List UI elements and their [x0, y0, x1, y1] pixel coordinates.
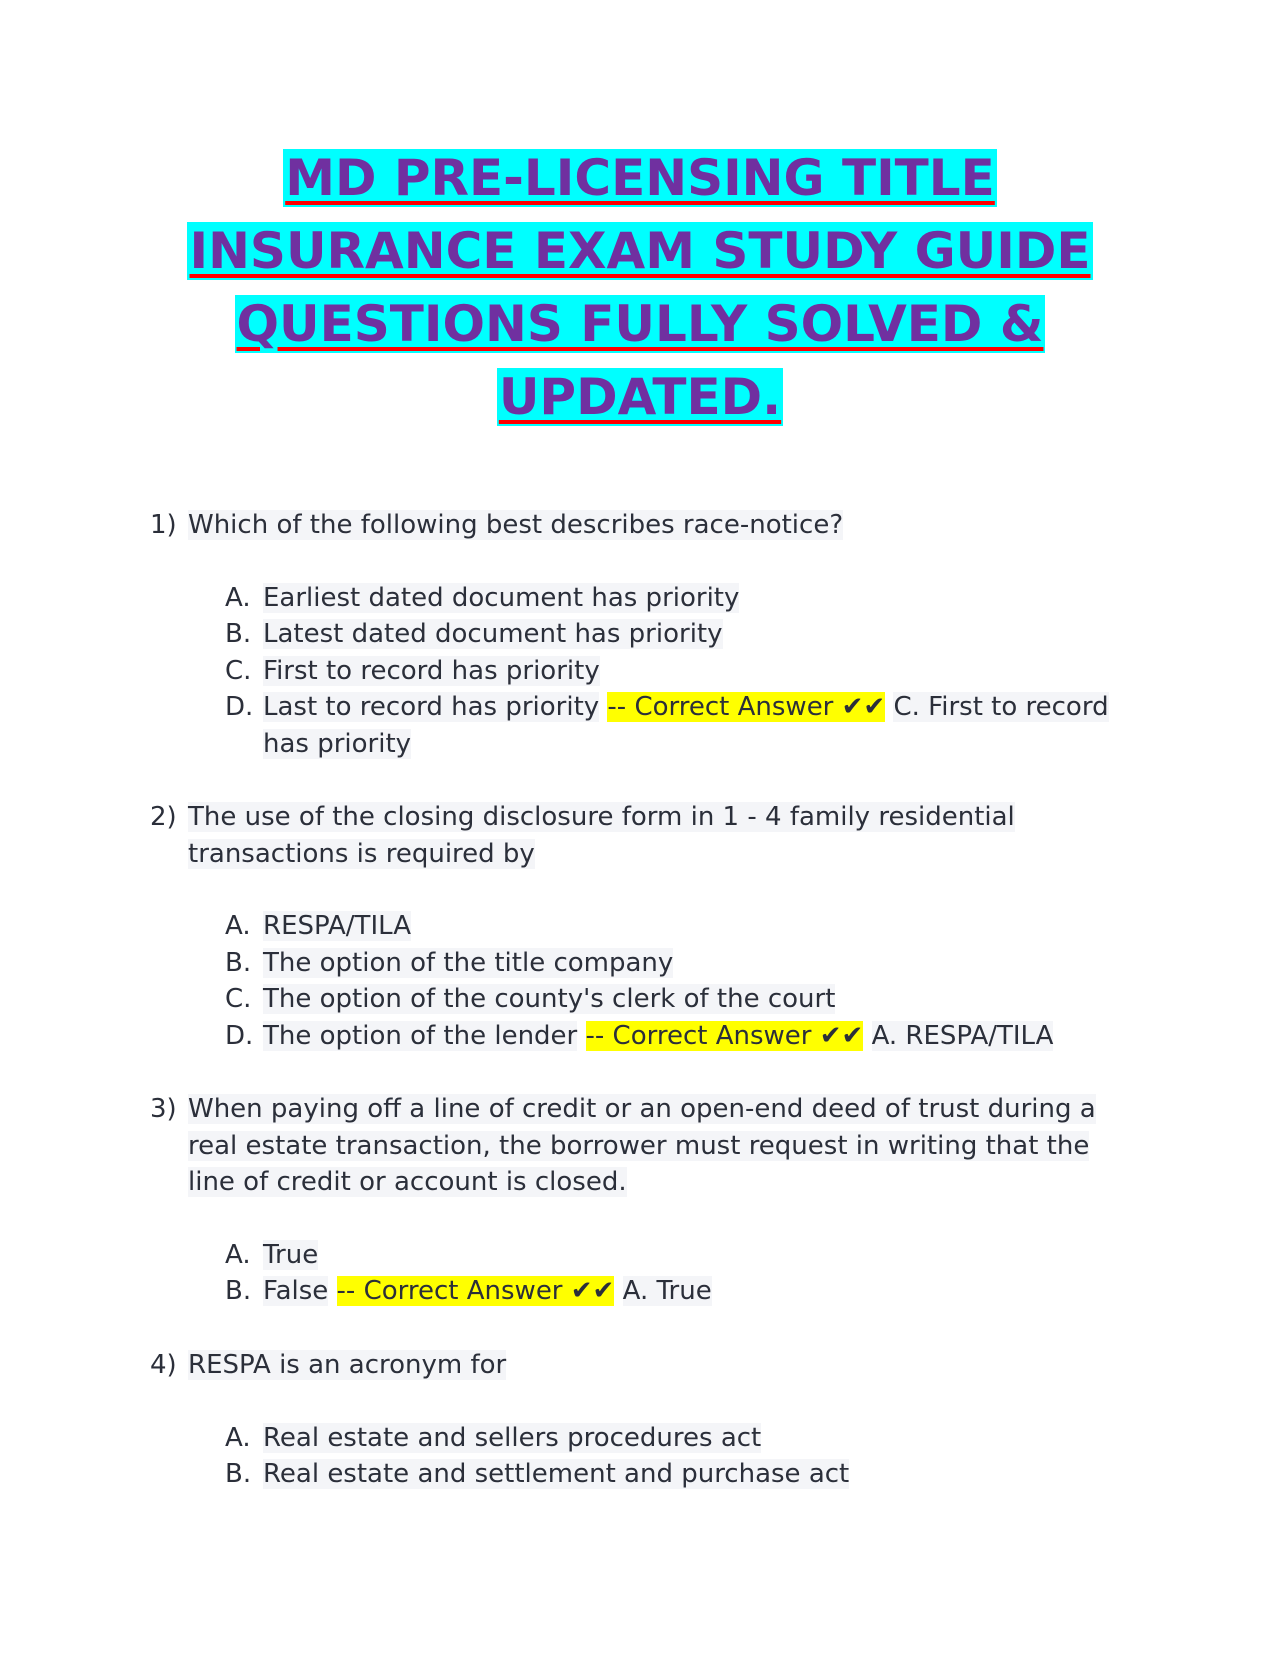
option-letter: A. — [225, 582, 251, 613]
option-b — [225, 1456, 1130, 1493]
option-letter: D. — [225, 692, 254, 722]
option-letter: A. — [225, 1422, 251, 1453]
options-list — [225, 908, 1130, 1054]
question-number: 2) — [150, 802, 177, 832]
question-text: The use of the closing disclosure form in 1 - 4 family residential transactions is required by — [188, 802, 1015, 869]
question-text: When paying off a line of credit or an open-end deed of trust during a real estate transaction, the borrower must request in writing that the line of credit or account is closed. — [188, 1094, 1096, 1197]
title-line: INSURANCE EXAM STUDY GUIDE — [189, 222, 1091, 280]
option-text: Latest dated document has priority — [263, 619, 723, 649]
correct-answer-marker: -- Correct Answer ✔✔ — [336, 1276, 615, 1306]
options-list — [225, 1237, 1130, 1310]
option-text: First to record has priority — [263, 655, 600, 686]
options-list — [225, 1420, 1130, 1493]
option-letter: A. — [225, 1239, 251, 1270]
option-text: The option of the title company — [263, 947, 674, 978]
option-a — [225, 1420, 1130, 1457]
question-1 — [150, 507, 1130, 762]
option-text: The option of the county's clerk of the court — [263, 984, 836, 1014]
option-letter: A. — [225, 911, 251, 941]
question-number: 1) — [150, 510, 177, 540]
question-text: Which of the following best describes race-notice? — [188, 510, 844, 540]
correct-answer: A. True — [622, 1276, 712, 1306]
option-text: False — [263, 1276, 329, 1306]
question-text: RESPA is an acronym for — [188, 1350, 507, 1380]
option-a — [225, 908, 1130, 945]
question-3 — [150, 1091, 1130, 1310]
title-line: QUESTIONS FULLY SOLVED & — [236, 295, 1044, 353]
option-b — [225, 1273, 1130, 1310]
option-text: True — [263, 1239, 319, 1270]
option-text: Real estate and sellers procedures act — [263, 1422, 762, 1453]
correct-answer-marker: -- Correct Answer ✔✔ — [607, 692, 886, 722]
option-letter: C. — [225, 655, 252, 686]
option-c — [225, 653, 1130, 690]
option-letter: B. — [225, 619, 252, 649]
title-line: MD PRE-LICENSING TITLE — [285, 149, 995, 207]
option-letter: B. — [225, 1459, 252, 1489]
question-number: 4) — [150, 1350, 177, 1380]
correct-answer: C. First to record has priority — [263, 692, 1109, 759]
option-letter: C. — [225, 984, 252, 1014]
option-b — [225, 616, 1130, 653]
option-b — [225, 945, 1130, 982]
correct-answer-marker: -- Correct Answer ✔✔ — [585, 1020, 864, 1051]
option-d — [225, 689, 1130, 762]
option-letter: D. — [225, 1020, 254, 1051]
correct-answer: A. RESPA/TILA — [871, 1020, 1054, 1051]
option-a — [225, 1237, 1130, 1274]
option-text: Last to record has priority — [263, 692, 600, 722]
document-title — [150, 142, 1130, 434]
options-list — [225, 580, 1130, 763]
option-text: Real estate and settlement and purchase act — [263, 1459, 850, 1489]
option-text: The option of the lender — [263, 1020, 578, 1051]
question-2 — [150, 799, 1130, 1054]
option-letter: B. — [225, 947, 252, 978]
option-text: Earliest dated document has priority — [263, 582, 740, 613]
option-a — [225, 580, 1130, 617]
title-line: UPDATED. — [498, 368, 782, 426]
question-number: 3) — [150, 1094, 177, 1124]
option-letter: B. — [225, 1276, 252, 1306]
option-d — [225, 1018, 1130, 1055]
option-text: RESPA/TILA — [263, 911, 411, 941]
option-c — [225, 981, 1130, 1018]
question-4 — [150, 1347, 1130, 1493]
